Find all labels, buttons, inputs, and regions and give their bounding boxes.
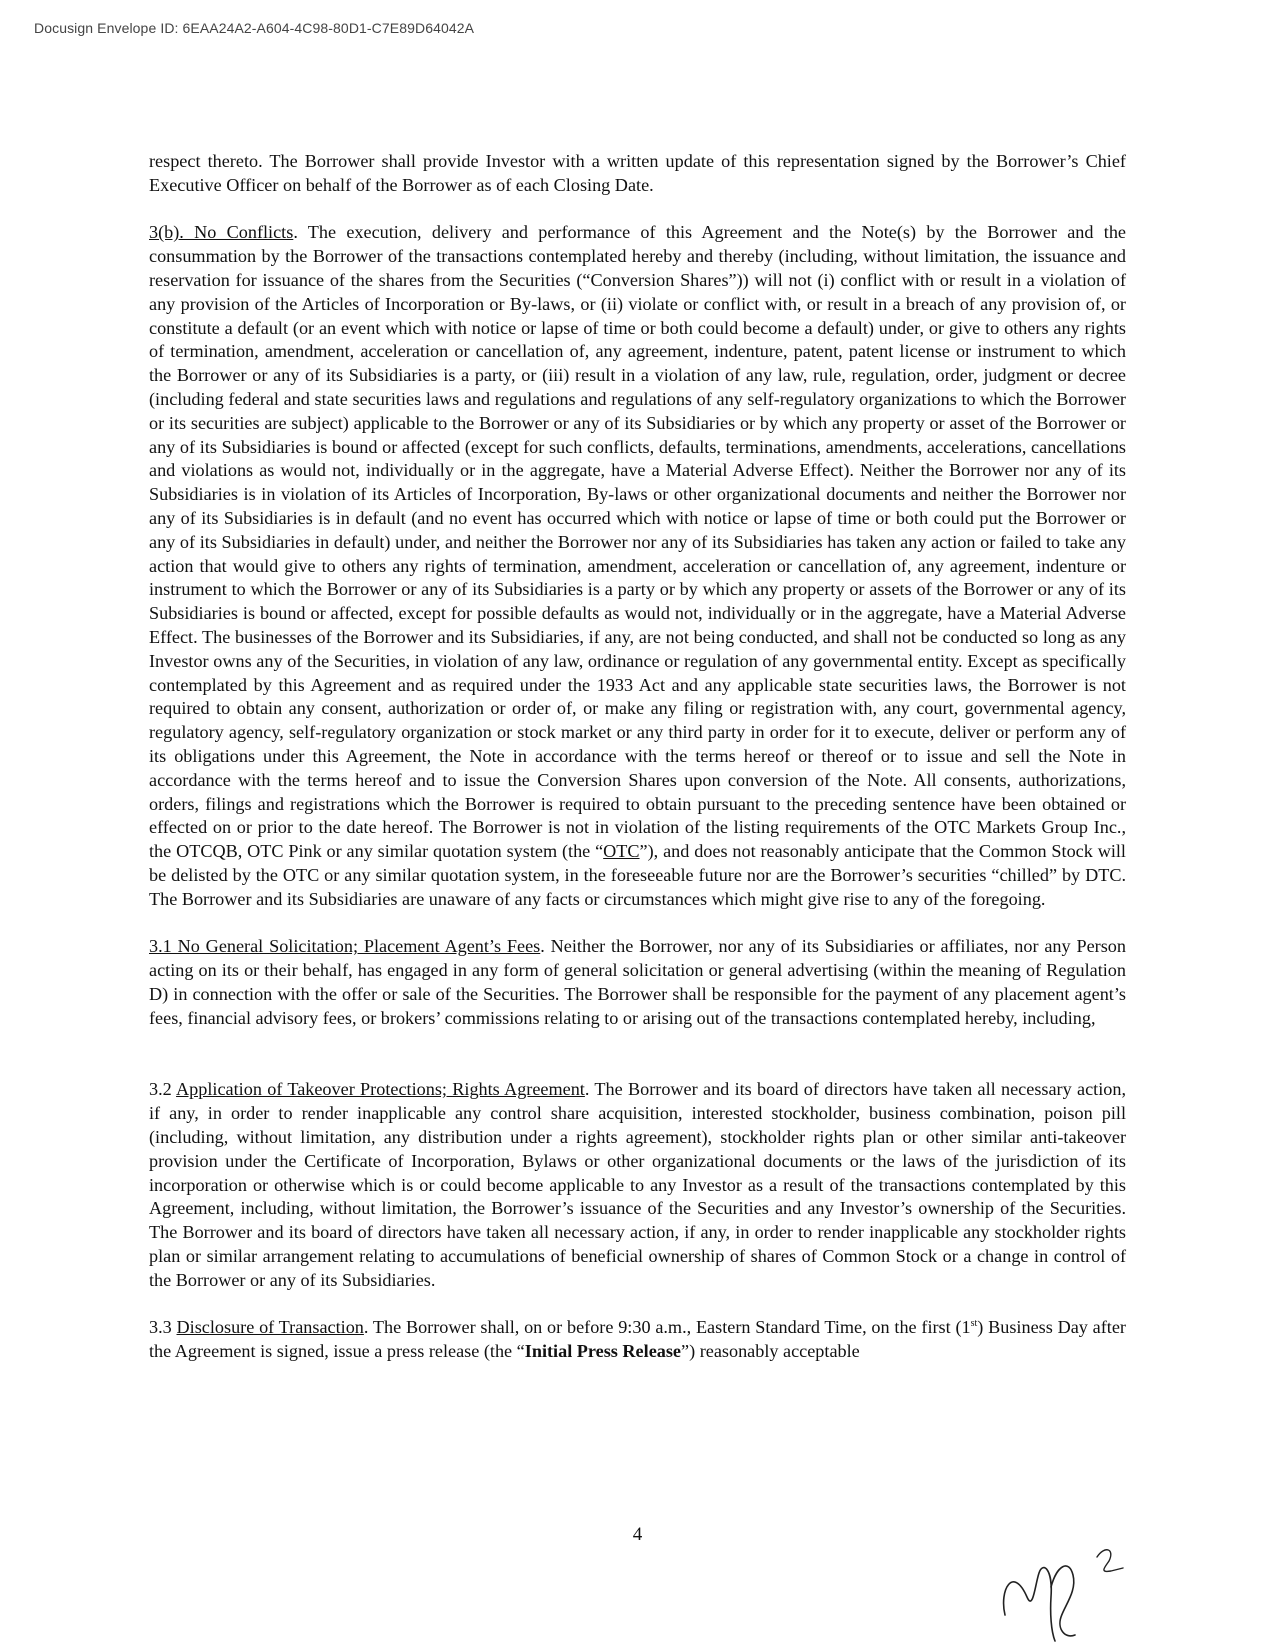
section-heading: 3(b). No Conflicts: [149, 222, 294, 243]
envelope-id: Docusign Envelope ID: 6EAA24A2-A604-4C98-80D1-C7E89D64042A: [34, 20, 475, 36]
section-3-1-solicitation: [149, 935, 1126, 1030]
section-number: 3.3: [149, 1317, 177, 1338]
paragraph-text: . The Borrower shall, on or before 9:30 a.m., Eastern Standard Time, on the first (1: [363, 1317, 971, 1338]
initials-signature: [995, 1535, 1175, 1647]
document-body: [149, 150, 1126, 1388]
paragraph-text: . The execution, delivery and performance of this Agreement and the Note(s) by the Borrower and the consummation by the Borrower of the transactions contemplated hereby and thereby (including, without limitation, the issuance and reservation for issuance of the shares from the Securities (“Conversion Shares”)) will not (i) conflict with or result in a violation of any provision of the Articles of Incorporation or By-laws, or (ii) violate or conflict with, or result in a breach of any provision of, or constitute a default (or an event which with notice or lapse of time or both could become a default) under, or give to others any rights of termination, amendment, acceleration or cancellation of, any agreement, indenture, patent, patent license or instrument to which the Borrower or any of its Subsidiaries is a party, or (iii) result in a violation of any law, rule, regulation, order, judgment or decree (including federal and state securities laws and regulations and regulations of any self-regulatory organizations to which the Borrower or its securities are subject) applicable to the Borrower or any of its Subsidiaries or by which any property or asset of the Borrower or any of its Subsidiaries is bound or affected (except for such conflicts, defaults, terminations, amendments, accelerations, cancellations and violations as would not, individually or in the aggregate, have a Material Adverse Effect). Neither the Borrower nor any of its Subsidiaries is in violation of its Articles of Incorporation, By-laws or other organizational documents and neither the Borrower nor any of its Subsidiaries is in default (and no event has occurred which with notice or lapse of time or both could put the Borrower or any of its Subsidiaries in default) under, and neither the Borrower nor any of its Subsidiaries has taken any action or failed to take any action that would give to others any rights of termination, amendment, acceleration or cancellation of, any agreement, indenture or instrument to which the Borrower or any of its Subsidiaries is a party or by which any property or assets of the Borrower or any of its Subsidiaries is bound or affected, except for possible defaults as would not, individually or in the aggregate, have a Material Adverse Effect. The businesses of the Borrower and its Subsidiaries, if any, are not being conducted, and shall not be conducted so long as any Investor owns any of the Securities, in violation of any law, ordinance or regulation of any governmental entity. Except as specifically contemplated by this Agreement and as required under the 1933 Act and any applicable state securities laws, the Borrower is not required to obtain any consent, authorization or order of, or make any filing or registration with, any court, governmental agency, regulatory agency, self-regulatory organization or stock market or any third party in order for it to execute, deliver or perform any of its obligations under this Agreement, the Note in accordance with the terms hereof or thereof or to issue and sell the Note in accordance with the terms hereof and to issue the Conversion Shares upon conversion of the Note. All consents, authorizations, orders, filings and registrations which the Borrower is required to obtain pursuant to the preceding sentence have been obtained or effected on or prior to the date hereof. The Borrower is not in violation of the listing requirements of the OTC Markets Group Inc., the OTCQB, OTC Pink or any similar quotation system (the “: [149, 222, 1126, 862]
page-number: 4: [632, 1524, 643, 1545]
paragraph-text: respect thereto. The Borrower shall provide Investor with a written update of this representation signed by the Borrower’s Chief Executive Officer on behalf of the Borrower as of each Closing Date.: [149, 151, 1126, 195]
otc-defined-term: OTC: [603, 841, 640, 862]
defined-term-bold: Initial Press Release: [524, 1341, 682, 1362]
section-heading: 3.1 No General Solicitation; Placement Agent’s Fees: [149, 936, 541, 957]
section-3-3-disclosure: [149, 1316, 1126, 1364]
superscript: st: [970, 1318, 978, 1330]
paragraph-text: . The Borrower and its board of directors have taken all necessary action, if any, in order to render inapplicable any control share acquisition, interested stockholder, business combination, poison pill (including, without limitation, any distribution under a rights agreement), stockholder rights plan or other similar anti-takeover provision under the Certificate of Incorporation, Bylaws or other organizational documents or the laws of the jurisdiction of its incorporation or otherwise which is or could become applicable to any Investor as a result of the transactions contemplated by this Agreement, including, without limitation, the Borrower’s issuance of the Securities and any Investor’s ownership of the Securities. The Borrower and its board of directors have taken all necessary action, if any, in order to render inapplicable any stockholder rights plan or similar arrangement relating to accumulations of beneficial ownership of shares of Common Stock or a change in control of the Borrower or any of its Subsidiaries.: [149, 1079, 1126, 1290]
paragraph-text: ”) reasonably acceptable: [681, 1341, 860, 1362]
section-3b-no-conflicts: [149, 221, 1126, 911]
paragraph-continuation: [149, 150, 1126, 198]
section-3-2-takeover: [149, 1078, 1126, 1292]
paragraph-text: . Neither the Borrower, nor any of its Subsidiaries or affiliates, nor any Person acting on its or their behalf, has engaged in any form of general solicitation or general advertising (within the meaning of Regulation D) in connection with the offer or sale of the Securities. The Borrower shall be responsible for the payment of any placement agent’s fees, financial advisory fees, or brokers’ commissions relating to or arising out of the transactions contemplated hereby, including,: [149, 936, 1126, 1028]
section-heading: Disclosure of Transaction: [176, 1317, 364, 1338]
section-heading: Application of Takeover Protections; Rights Agreement: [176, 1079, 585, 1100]
paragraph-text: ) Business Day after the Agreement is signed, issue a press release (the “: [149, 1317, 1126, 1362]
section-number: 3.2: [149, 1079, 177, 1100]
paragraph-text: ”), and does not reasonably anticipate that the Common Stock will be delisted by the OTC or any similar quotation system, in the foreseeable future nor are the Borrower’s securities “chilled” by DTC. The Borrower and its Subsidiaries are unaware of any facts or circumstances which might give rise to any of the foregoing.: [149, 841, 1126, 909]
